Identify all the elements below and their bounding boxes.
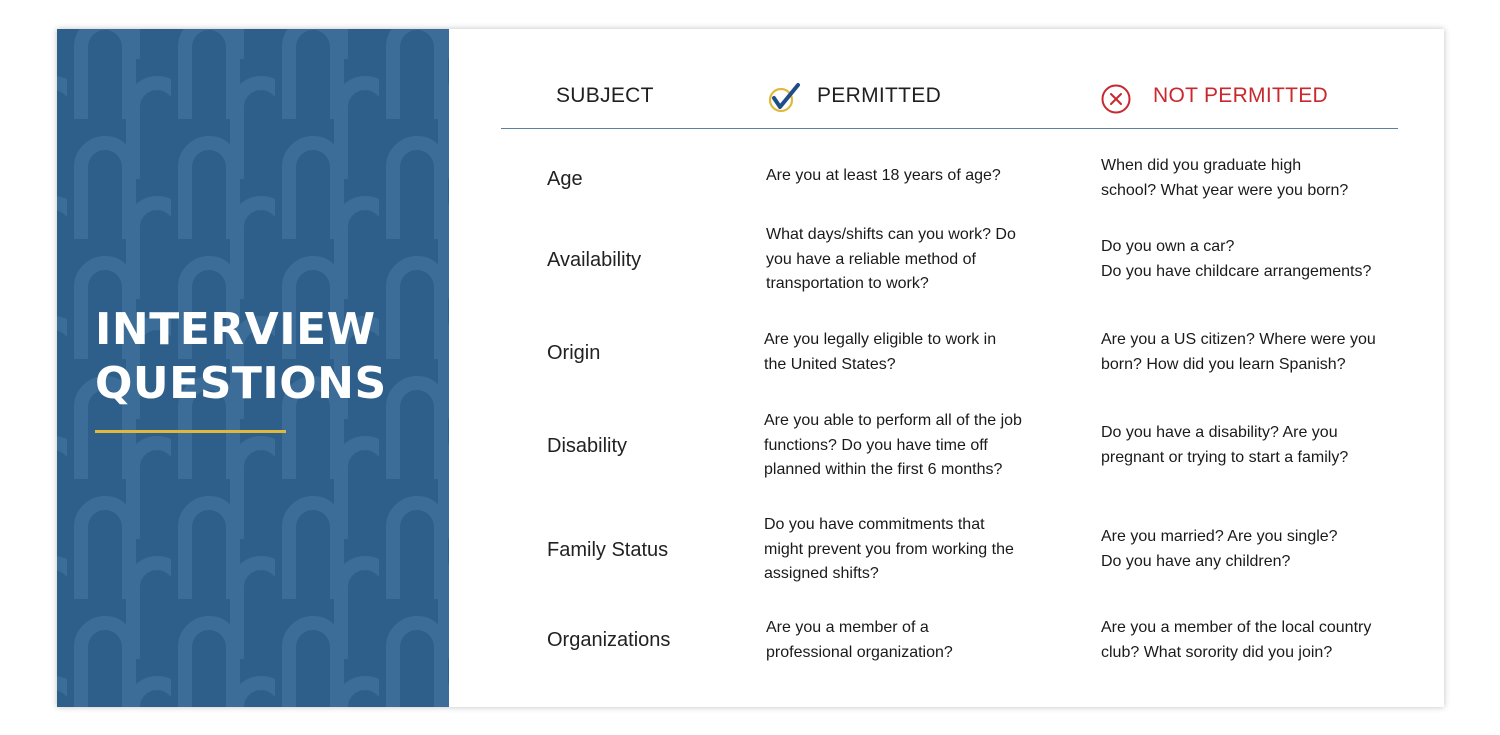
not-permitted-organizations <box>1101 616 1371 665</box>
permitted-line: you have a reliable method of <box>766 250 976 268</box>
permitted-organizations <box>766 616 953 665</box>
not-permitted-origin <box>1101 328 1376 377</box>
permitted-line: Are you at least 18 years of age? <box>766 167 1001 184</box>
not-permitted-line: pregnant or trying to start a family? <box>1101 448 1349 466</box>
subject-organizations: Organizations <box>547 629 671 651</box>
not-permitted-line: Do you have childcare arrangements? <box>1101 262 1372 280</box>
permitted-disability <box>764 409 1022 483</box>
column-header-permitted: PERMITTED <box>817 84 942 107</box>
header-divider <box>501 128 1398 129</box>
permitted-line: Are you able to perform all of the job <box>764 412 1022 429</box>
not-permitted-age <box>1101 154 1348 203</box>
permitted-line: the United States? <box>764 355 896 373</box>
subject-disability: Disability <box>547 435 628 457</box>
not-permitted-availability <box>1101 235 1371 284</box>
not-permitted-disability <box>1101 421 1348 470</box>
subject-age: Age <box>547 168 583 190</box>
not-permitted-family-status <box>1101 525 1338 574</box>
permitted-age <box>766 164 1001 189</box>
not-permitted-line: school? What year were you born? <box>1101 181 1349 199</box>
permitted-line: Are you legally eligible to work in <box>764 331 997 348</box>
permitted-line: assigned shifts? <box>764 565 879 582</box>
permitted-family-status <box>764 513 1014 587</box>
column-header-not-permitted: NOT PERMITTED <box>1153 84 1329 107</box>
permitted-line: functions? Do you have time off <box>764 436 988 454</box>
page-title <box>95 303 387 411</box>
not-permitted-line: When did you graduate high <box>1101 157 1302 174</box>
permitted-line: What days/shifts can you work? Do <box>766 226 1016 243</box>
permitted-origin <box>764 328 996 377</box>
not-permitted-line: Do you have any children? <box>1101 552 1291 570</box>
permitted-line: professional organization? <box>766 643 953 661</box>
permitted-line: Do you have commitments that <box>764 516 985 533</box>
title-underline <box>95 430 286 433</box>
permitted-availability <box>766 223 1016 297</box>
not-permitted-line: Are you married? Are you single? <box>1101 528 1338 545</box>
subject-availability: Availability <box>547 249 642 271</box>
permitted-line: Are you a member of a <box>766 619 929 636</box>
circle-x-icon <box>1100 83 1132 115</box>
permitted-line: might prevent you from working the <box>764 540 1014 558</box>
not-permitted-line: Do you have a disability? Are you <box>1101 424 1338 441</box>
column-header-subject: SUBJECT <box>556 84 654 107</box>
title-line-1: INTERVIEW <box>95 304 376 355</box>
not-permitted-line: Do you own a car? <box>1101 238 1235 255</box>
not-permitted-line: Are you a member of the local country <box>1101 619 1372 636</box>
checkmark-icon <box>765 81 801 115</box>
subject-family-status: Family Status <box>547 539 669 561</box>
permitted-line: planned within the first 6 months? <box>764 461 1003 478</box>
title-line-2: QUESTIONS <box>95 358 387 409</box>
not-permitted-line: club? What sorority did you join? <box>1101 643 1333 661</box>
interview-questions-card <box>57 29 1444 707</box>
subject-origin: Origin <box>547 342 601 364</box>
not-permitted-line: born? How did you learn Spanish? <box>1101 355 1346 373</box>
sidebar-panel <box>57 29 449 707</box>
not-permitted-line: Are you a US citizen? Where were you <box>1101 331 1376 348</box>
permitted-line: transportation to work? <box>766 275 929 292</box>
